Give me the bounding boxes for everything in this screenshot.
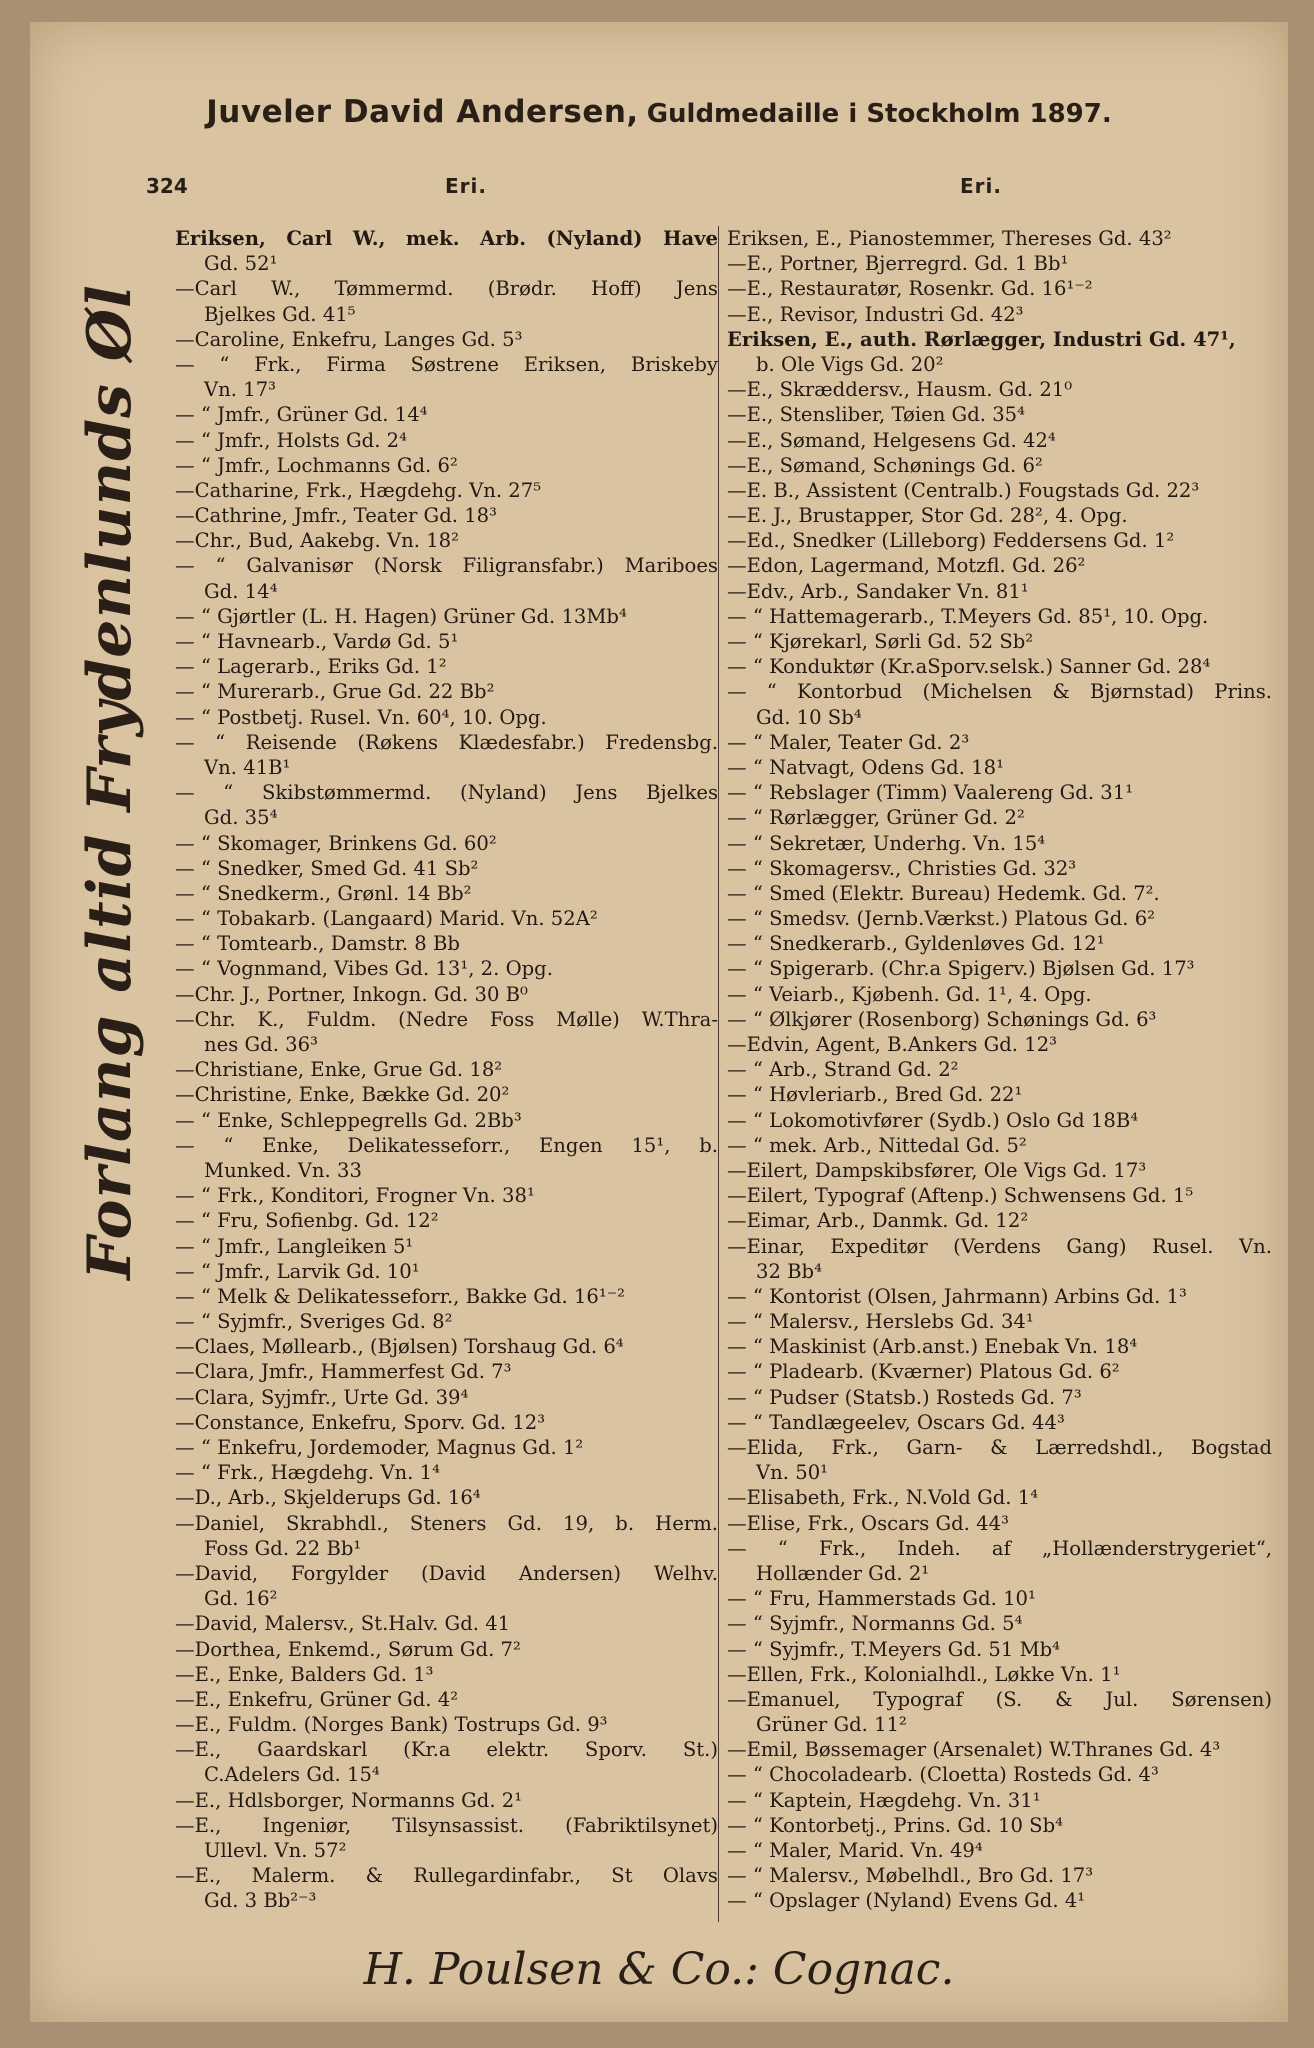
directory-line: — “ Tandlægeelev, Oscars Gd. 44³: [727, 1410, 1065, 1434]
directory-line: — “ Jmfr., Langleiken 5¹: [175, 1234, 414, 1258]
directory-line: — “ Kaptein, Hægdehg. Vn. 31¹: [727, 1788, 1041, 1812]
directory-line: Vn. 17³: [204, 378, 277, 402]
directory-line: —Elise, Frk., Oscars Gd. 44³: [727, 1511, 1009, 1535]
directory-line: — “ Natvagt, Odens Gd. 18¹: [727, 755, 1004, 779]
directory-line: — “ Tobakarb. (Langaard) Marid. Vn. 52A²: [175, 907, 598, 931]
directory-line: — “ Frk., Konditori, Frogner Vn. 38¹: [175, 1184, 535, 1208]
directory-line: — “ Syjmfr., T.Meyers Gd. 51 Mb⁴: [727, 1637, 1061, 1661]
left-column-listing: [175, 226, 718, 1914]
right-column-listing: [727, 226, 1272, 1914]
directory-line: — “ Frk., Indeh. af „Hollænderstrygeriet“,: [727, 1536, 1272, 1560]
directory-line: —E., Skræddersv., Hausm. Gd. 21⁰: [727, 378, 1073, 402]
directory-line: —Chr., Bud, Aakebg. Vn. 18²: [175, 529, 459, 553]
directory-line: — “ Kontorist (Olsen, Jahrmann) Arbins Gd. 1³: [727, 1284, 1187, 1308]
directory-line: — “ Snedkerarb., Gyldenløves Gd. 12¹: [727, 932, 1105, 956]
side-advertisement: Forlang altid Frydenlunds Øl: [75, 284, 145, 1280]
directory-line: —Clara, Syjmfr., Urte Gd. 39⁴: [175, 1385, 469, 1409]
directory-line: — “ Maler, Marid. Vn. 49⁴: [727, 1839, 983, 1862]
directory-line: — “ Skomagersv., Christies Gd. 32³: [727, 856, 1077, 880]
directory-line: — “ Skibstømmermd. (Nyland) Jens Bjelkes: [175, 781, 718, 805]
directory-line: — “ Jmfr., Larvik Gd. 10¹: [175, 1259, 420, 1283]
directory-line: Eriksen, E., auth. Rørlægger, Industri Gd. 47¹,: [727, 327, 1236, 351]
directory-line: —Edvin, Agent, B.Ankers Gd. 12³: [727, 1033, 1058, 1056]
directory-line: —Claes, Møllearb., (Bjølsen) Torshaug Gd. 6⁴: [175, 1335, 624, 1359]
directory-line: — “ Skomager, Brinkens Gd. 60²: [175, 831, 497, 855]
directory-line: Eriksen, E., Pianostemmer, Thereses Gd. 43²: [727, 227, 1172, 250]
directory-line: — “ Kjørekarl, Sørli Gd. 52 Sb²: [727, 630, 1034, 653]
directory-line: —E., Revisor, Industri Gd. 42³: [727, 302, 1024, 326]
directory-line: Bjelkes Gd. 41⁵: [204, 302, 356, 326]
header-advertisement: [30, 94, 1288, 130]
directory-line: Ullevl. Vn. 57²: [204, 1839, 347, 1862]
directory-line: — “ Enkefru, Jordemoder, Magnus Gd. 1²: [175, 1436, 584, 1459]
directory-line: — “ Enke, Schleppegrells Gd. 2Bb³: [175, 1108, 522, 1132]
directory-line: — “ Jmfr., Grüner Gd. 14⁴: [175, 403, 428, 427]
directory-line: —Chr. J., Portner, Inkogn. Gd. 30 B⁰: [175, 982, 528, 1006]
header-ad-tagline: Guldmedaille i Stockholm 1897.: [646, 99, 1112, 129]
directory-line: —Eilert, Typograf (Aftenp.) Schwensens Gd. 1⁵: [727, 1184, 1194, 1208]
directory-line: —Christine, Enke, Bække Gd. 20²: [175, 1083, 510, 1107]
directory-line: —Elisabeth, Frk., N.Vold Gd. 1⁴: [727, 1486, 1039, 1510]
directory-line: nes Gd. 36³: [204, 1033, 318, 1056]
directory-line: —E., Restauratør, Rosenkr. Gd. 16¹⁻²: [727, 277, 1093, 301]
directory-line: — “ Chocoladearb. (Cloetta) Rosteds Gd. 4³: [727, 1763, 1159, 1787]
directory-line: —Cathrine, Jmfr., Teater Gd. 18³: [175, 504, 497, 528]
directory-line: b. Ole Vigs Gd. 20²: [756, 352, 944, 376]
directory-line: — “ Pladearb. (Kværner) Platous Gd. 6²: [727, 1360, 1120, 1384]
directory-line: — “ Syjmfr., Normanns Gd. 5⁴: [727, 1612, 1023, 1636]
directory-line: — “ Tomtearb., Damstr. 8 Bb: [175, 932, 460, 956]
directory-line: Gd. 52¹: [204, 252, 278, 276]
left-column-heading: Eri.: [445, 174, 487, 198]
directory-line: — “ Snedker, Smed Gd. 41 Sb²: [175, 856, 479, 880]
directory-line: —E., Hdlsborger, Normanns Gd. 2¹: [175, 1788, 523, 1812]
directory-line: Vn. 50¹: [756, 1461, 829, 1485]
directory-line: Munked. Vn. 33: [204, 1158, 362, 1182]
directory-line: —E., Stensliber, Tøien Gd. 35⁴: [727, 403, 1025, 427]
directory-line: Gd. 10 Sb⁴: [756, 705, 862, 729]
directory-line: —E., Gaardskarl (Kr.a elektr. Sporv. St.): [175, 1738, 718, 1762]
directory-line: — “ Havnearb., Vardø Gd. 5¹: [175, 630, 459, 653]
directory-line: — “ Rørlægger, Grüner Gd. 2²: [727, 806, 1025, 830]
directory-line: Foss Gd. 22 Bb¹: [204, 1536, 362, 1560]
directory-line: — “ Kontorbud (Michelsen & Bjørnstad) Prins.: [727, 680, 1272, 704]
directory-line: — “ Rebslager (Timm) Vaalereng Gd. 31¹: [727, 781, 1134, 805]
directory-line: — “ Maler, Teater Gd. 2³: [727, 730, 970, 754]
directory-line: — “ Lokomotivfører (Sydb.) Oslo Gd 18B⁴: [727, 1108, 1139, 1132]
directory-line: 32 Bb⁴: [756, 1259, 822, 1283]
directory-line: —Edv., Arb., Sandaker Vn. 81¹: [727, 579, 1029, 603]
directory-line: — “ Frk., Hægdehg. Vn. 1⁴: [175, 1461, 440, 1485]
directory-line: — “ Høvleriarb., Bred Gd. 22¹: [727, 1083, 1023, 1107]
directory-line: — “ Jmfr., Holsts Gd. 2⁴: [175, 428, 407, 452]
directory-line: —D., Arb., Skjelderups Gd. 16⁴: [175, 1486, 481, 1510]
directory-line: Grüner Gd. 11²: [756, 1713, 907, 1737]
directory-line: — “ Snedkerm., Grønl. 14 Bb²: [175, 881, 472, 905]
directory-line: Gd. 14⁴: [204, 579, 278, 603]
directory-line: — “ Kontorbetj., Prins. Gd. 10 Sb⁴: [727, 1813, 1063, 1837]
right-column-heading: Eri.: [960, 174, 1002, 198]
directory-line: —E., Enke, Balders Gd. 1³: [175, 1662, 434, 1686]
directory-line: —Caroline, Enkefru, Langes Gd. 5³: [175, 327, 523, 351]
directory-line: — “ Syjmfr., Sveriges Gd. 8²: [175, 1310, 453, 1334]
directory-line: —Daniel, Skrabhdl., Steners Gd. 19, b. Herm.: [175, 1511, 718, 1535]
directory-line: —E., Portner, Bjerregrd. Gd. 1 Bb¹: [727, 252, 1069, 276]
directory-line: — “ Lagerarb., Eriks Gd. 1²: [175, 655, 447, 679]
directory-line: — “ Fru, Hammerstads Gd. 10¹: [727, 1587, 1036, 1611]
directory-line: —David, Forgylder (David Andersen) Welhv.: [175, 1561, 718, 1585]
directory-line: — “ Enke, Delikatesseforr., Engen 15¹, b.: [175, 1133, 718, 1157]
directory-line: —E., Sømand, Helgesens Gd. 42⁴: [727, 428, 1056, 452]
directory-line: — “ Arb., Strand Gd. 2²: [727, 1058, 959, 1082]
directory-line: —E. B., Assistent (Centralb.) Fougstads Gd. 22³: [727, 478, 1200, 502]
directory-line: Vn. 41B¹: [204, 755, 291, 779]
directory-line: — “ Sekretær, Underhg. Vn. 15⁴: [727, 831, 1046, 855]
directory-line: — “ Murerarb., Grue Gd. 22 Bb²: [175, 680, 495, 704]
directory-line: —Edon, Lagermand, Motzfl. Gd. 26²: [727, 554, 1086, 578]
directory-line: — “ Hattemagerarb., T.Meyers Gd. 85¹, 10. Opg.: [727, 604, 1209, 628]
directory-line: — “ Jmfr., Lochmanns Gd. 6²: [175, 453, 458, 477]
directory-line: —E., Sømand, Schønings Gd. 6²: [727, 453, 1043, 477]
directory-line: —E., Malerm. & Rullegardinfabr., St Olavs: [175, 1864, 718, 1888]
directory-line: —Einar, Expeditør (Verdens Gang) Rusel. Vn.: [727, 1234, 1272, 1258]
directory-line: — “ Melk & Delikatesseforr., Bakke Gd. 16¹⁻²: [175, 1284, 625, 1308]
column-divider: [718, 226, 719, 1922]
directory-line: C.Adelers Gd. 15⁴: [204, 1763, 380, 1787]
footer-advertisement: H. Poulsen & Co.: Cognac.: [363, 1944, 955, 1995]
directory-line: — “ Fru, Sofienbg. Gd. 12²: [175, 1209, 439, 1233]
directory-line: — “ Frk., Firma Søstrene Eriksen, Briskeby: [175, 352, 718, 376]
directory-line: —Constance, Enkefru, Sporv. Gd. 12³: [175, 1410, 546, 1434]
directory-line: —Elida, Frk., Garn- & Lærredshdl., Bogstad: [727, 1436, 1272, 1459]
directory-line: —Eilert, Dampskibsfører, Ole Vigs Gd. 17³: [727, 1158, 1147, 1182]
directory-line: — “ Galvanisør (Norsk Filigransfabr.) Mariboes: [175, 554, 718, 578]
directory-line: —E., Fuldm. (Norges Bank) Tostrups Gd. 9³: [175, 1713, 608, 1737]
directory-line: — “ Malersv., Møbelhdl., Bro Gd. 17³: [727, 1864, 1094, 1888]
page-number: 324: [146, 174, 188, 198]
directory-line: —E., Ingeniør, Tilsynsassist. (Fabriktilsynet): [175, 1813, 718, 1837]
directory-line: Gd. 35⁴: [204, 806, 278, 830]
directory-line: —David, Malersv., St.Halv. Gd. 41: [175, 1612, 511, 1636]
directory-line: —Emanuel, Typograf (S. & Jul. Sørensen): [727, 1687, 1272, 1711]
directory-line: — “ Postbetj. Rusel. Vn. 60⁴, 10. Opg.: [175, 705, 547, 729]
directory-line: —Chr. K., Fuldm. (Nedre Foss Mølle) W.Thra-: [175, 1007, 718, 1031]
directory-line: — “ Gjørtler (L. H. Hagen) Grüner Gd. 13Mb⁴: [175, 604, 627, 628]
directory-line: —E., Enkefru, Grüner Gd. 4²: [175, 1687, 459, 1711]
directory-line: — “ Vognmand, Vibes Gd. 13¹, 2. Opg.: [175, 957, 553, 981]
directory-line: — “ Reisende (Røkens Klædesfabr.) Fredensbg.: [175, 730, 718, 754]
directory-line: —Dorthea, Enkemd., Sørum Gd. 7²: [175, 1637, 521, 1661]
directory-line: —Ellen, Frk., Kolonialhdl., Løkke Vn. 1¹: [727, 1662, 1121, 1686]
directory-line: —Ed., Snedker (Lilleborg) Feddersens Gd. 1²: [727, 529, 1175, 553]
directory-line: —E. J., Brustapper, Stor Gd. 28², 4. Opg.: [727, 504, 1128, 528]
directory-line: Gd. 16²: [204, 1587, 278, 1611]
directory-line: —Carl W., Tømmermd. (Brødr. Hoff) Jens: [175, 277, 718, 301]
directory-line: — “ Malersv., Herslebs Gd. 34¹: [727, 1310, 1034, 1334]
directory-line: — “ Veiarb., Kjøbenh. Gd. 1¹, 4. Opg.: [727, 982, 1092, 1006]
directory-line: —Emil, Bøssemager (Arsenalet) W.Thranes Gd. 4³: [727, 1738, 1221, 1762]
directory-page: [30, 22, 1288, 2022]
directory-line: —Christiane, Enke, Grue Gd. 18²: [175, 1058, 503, 1082]
directory-line: — “ mek. Arb., Nittedal Gd. 5²: [727, 1133, 1027, 1157]
directory-line: — “ Maskinist (Arb.anst.) Enebak Vn. 18⁴: [727, 1335, 1138, 1359]
directory-line: — “ Spigerarb. (Chr.a Spigerv.) Bjølsen Gd. 17³: [727, 957, 1195, 981]
directory-line: — “ Ølkjører (Rosenborg) Schønings Gd. 6³: [727, 1007, 1157, 1031]
directory-line: — “ Konduktør (Kr.aSporv.selsk.) Sanner Gd. 28⁴: [727, 655, 1211, 679]
directory-line: —Clara, Jmfr., Hammerfest Gd. 7³: [175, 1360, 512, 1384]
directory-line: —Eimar, Arb., Danmk. Gd. 12²: [727, 1209, 1029, 1233]
directory-line: — “ Opslager (Nyland) Evens Gd. 4¹: [727, 1889, 1086, 1913]
header-ad-name: Juveler David Andersen,: [206, 94, 639, 130]
directory-line: Gd. 3 Bb²⁻³: [204, 1889, 317, 1913]
directory-line: — “ Smed (Elektr. Bureau) Hedemk. Gd. 7².: [727, 881, 1160, 905]
directory-line: — “ Pudser (Statsb.) Rosteds Gd. 7³: [727, 1385, 1082, 1409]
directory-line: Hollænder Gd. 2¹: [756, 1561, 930, 1585]
directory-line: —Catharine, Frk., Hægdehg. Vn. 27⁵: [175, 478, 542, 502]
directory-line: Eriksen, Carl W., mek. Arb. (Nyland) Have: [175, 227, 718, 250]
directory-line: — “ Smedsv. (Jernb.Værkst.) Platous Gd. 6²: [727, 907, 1156, 931]
